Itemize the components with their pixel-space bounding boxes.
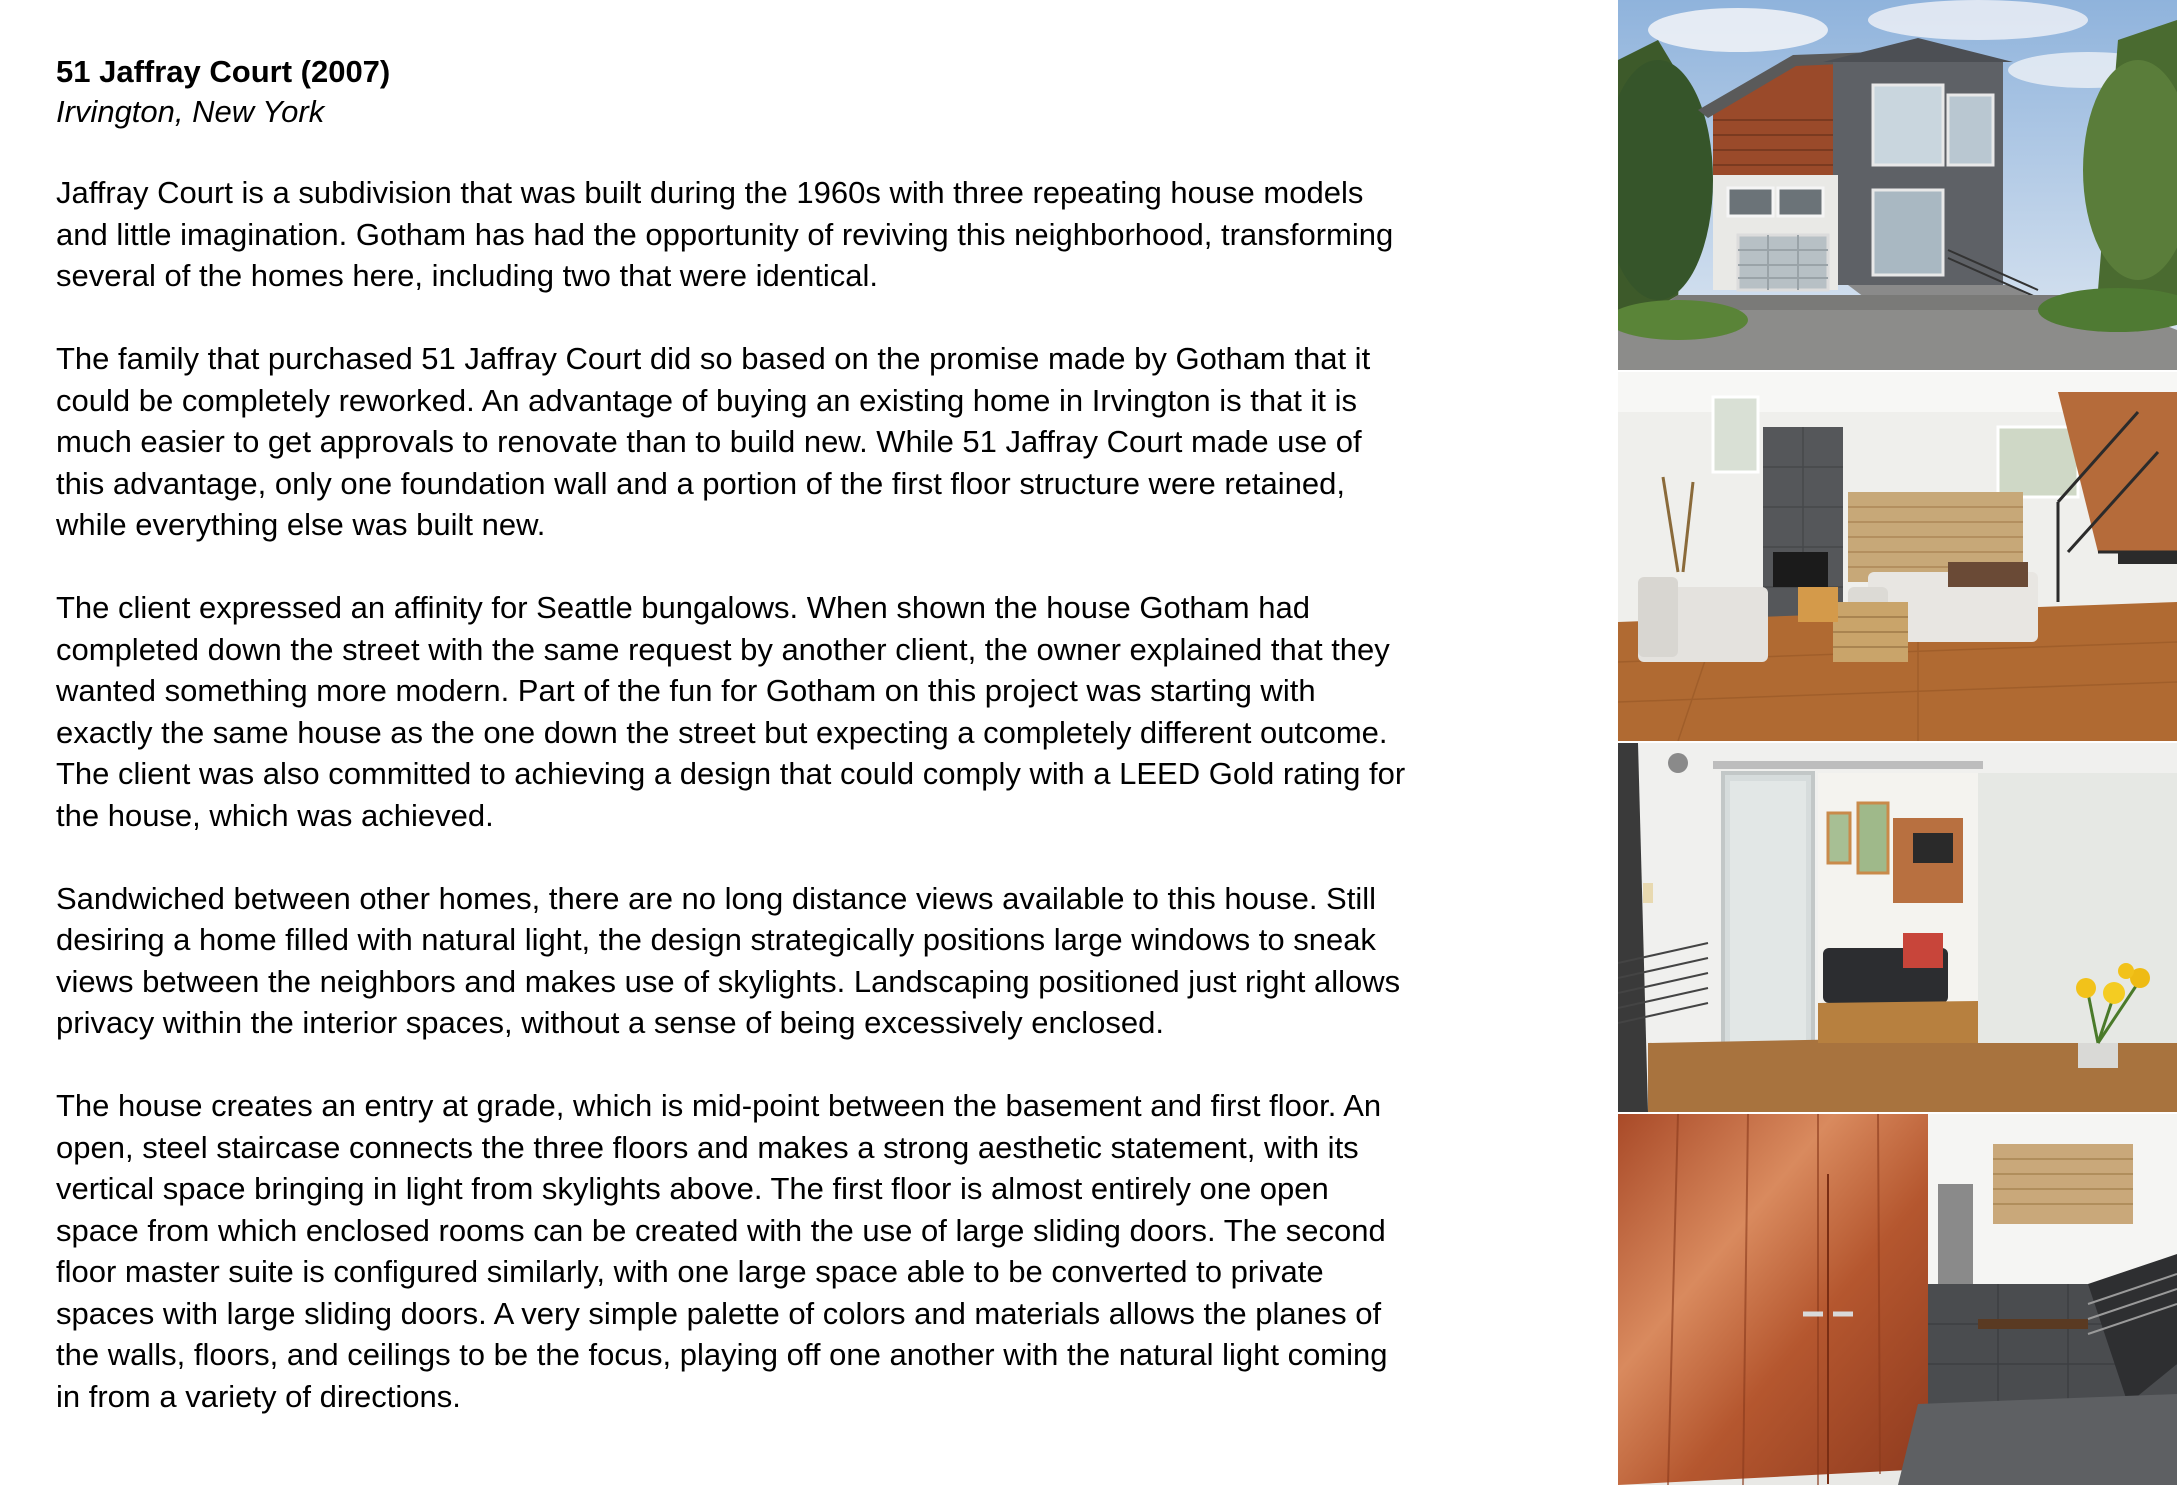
photo-column: [1618, 0, 2177, 1485]
paragraph-5: The house creates an entry at grade, which is mid-point between the basement and first floor. An open, steel staircase connects the three floors and makes a strong aesthetic statement, with its vertical space bringing in light from skylights above. The first floor is almost entirely one open space from which enclosed rooms can be created with the use of large sliding doors. The second floor master suite is configured similarly, with one large space able to be converted to private spaces with large sliding doors. A very simple palette of colors and materials allows the planes of the walls, floors, and ceilings to be the focus, playing off one another with the natural light coming in from a variety of directions.: [56, 1088, 1388, 1414]
paragraph-2: The family that purchased 51 Jaffray Court did so based on the promise made by Gotham that it could be completely reworked. An advantage of buying an existing home in Irvington is that it is much easier to get approvals to renovate than to build new. While 51 Jaffray Court made use of this advantage, only one foundation wall and a portion of the first floor structure were retained, while everything else was built new.: [56, 341, 1371, 542]
paragraph-4: Sandwiched between other homes, there are no long distance views available to this house. Still desiring a home filled with natural light, the design strategically positions large windows to sneak views between the neighbors and makes use of skylights. Landscaping positioned just right allows privacy within the interior spaces, without a sense of being excessively enclosed.: [56, 880, 1401, 1040]
living-room-photo: [1618, 372, 2177, 741]
text-column: [56, 52, 1566, 1459]
house-exterior-photo: [1618, 0, 2177, 370]
sliding-door-photo: [1618, 743, 2177, 1112]
project-location: Irvington, New York: [56, 94, 325, 129]
paragraph-1: Jaffray Court is a subdivision that was built during the 1960s with three repeating house models and little imagination. Gotham has had the opportunity of reviving this neighborhood, transforming several of the homes here, including two that were identical.: [56, 175, 1394, 293]
paragraph-3: The client expressed an affinity for Seattle bungalows. When shown the house Gotham had completed down the street with the same request by another client, the owner explained that they wanted something more modern. Part of the fun for Gotham on this project was starting with exactly the same house as the one down the street but expecting a completely different outcome. The client was also committed to achieving a design that could comply with a LEED Gold rating for the house, which was achieved.: [56, 590, 1406, 833]
project-title: 51 Jaffray Court (2007): [56, 54, 391, 89]
copper-wall-entry-photo: [1618, 1114, 2177, 1485]
